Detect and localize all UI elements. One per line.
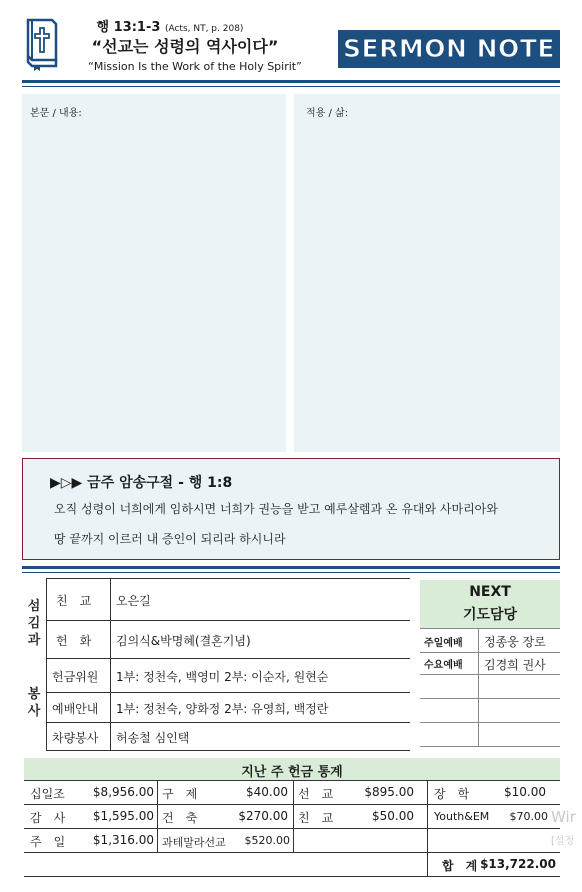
content-notes-panel[interactable] [22, 94, 286, 452]
next-prayer-name: 김경희 권사 [484, 658, 546, 672]
sermon-banner-text: SERMON NOTE [343, 34, 555, 63]
service-role: 헌 화 [56, 634, 92, 648]
section-divider [22, 566, 560, 569]
memory-verse-line: 땅 끝까지 이르러 내 증인이 되리라 하시니라 [54, 532, 286, 546]
offering-amount: $1,316.00 [92, 833, 154, 847]
service-value: 1부: 정천숙, 백영미 2부: 이순자, 원현순 [116, 670, 329, 684]
offering-stats-title: 지난 주 헌금 통계 [241, 765, 343, 780]
offering-label: 선 교 [298, 787, 334, 801]
offering-label: 구 제 [162, 787, 198, 801]
next-prayer-title: NEXT [469, 584, 511, 600]
offering-amount: $50.00 [372, 809, 414, 823]
offering-label: 주 일 [30, 835, 66, 849]
windows-activation-settings: [설정 [551, 836, 575, 847]
service-role: 차량봉사 [52, 731, 99, 745]
service-side-label: 봉 사 [27, 687, 41, 719]
service-side-label: 섬 김 과 [27, 599, 41, 648]
service-role: 친 교 [56, 594, 92, 608]
offering-amount: $10.00 [504, 785, 546, 799]
offering-amount: $270.00 [238, 809, 288, 823]
offering-label: 건 축 [162, 811, 198, 825]
offering-total-amount: $13,722.00 [480, 857, 556, 871]
scripture-reference: 행 13:1-3 (Acts, NT, p. 208) [96, 20, 244, 35]
offering-amount: $520.00 [244, 834, 290, 847]
offering-label: 장 학 [434, 787, 470, 801]
header-divider [22, 80, 560, 83]
bible-cross-icon [22, 16, 62, 72]
next-prayer-label: 주일예배 [424, 638, 463, 649]
offering-amount: $1,595.00 [92, 809, 154, 823]
section-divider-thin [22, 572, 560, 573]
memory-verse-line: 오직 성령이 너희에게 임하시면 너희가 권능을 받고 예루살렘과 온 유대와 사마리아와 [54, 502, 498, 516]
offering-label: Youth&EM [434, 810, 490, 823]
header-divider-thin [22, 86, 560, 87]
offering-amount: $70.00 [509, 810, 548, 823]
offering-amount: $40.00 [246, 785, 288, 799]
sermon-title: “선교는 성령의 역사이다” [91, 37, 279, 56]
sermon-title-english: “Mission Is the Work of the Holy Spirit” [88, 60, 302, 73]
next-prayer-name: 정종웅 장로 [484, 635, 546, 649]
offering-label: 친 교 [298, 811, 334, 825]
service-role: 헌금위원 [52, 670, 99, 684]
offering-amount: $895.00 [364, 785, 414, 799]
offering-label: 감 사 [30, 811, 66, 825]
next-prayer-subtitle: 기도담당 [462, 607, 518, 623]
offering-label: 과테말라선교 [162, 836, 226, 849]
service-role: 예배안내 [52, 702, 99, 716]
next-prayer-label: 수요예배 [424, 660, 463, 671]
content-notes-label: 본문 / 내용: [30, 108, 82, 119]
offering-total-label: 합 계 [442, 859, 478, 873]
offering-label: 십일조 [30, 787, 65, 801]
service-value: 1부: 정천숙, 양화정 2부: 유영희, 백정란 [116, 702, 329, 716]
application-notes-panel[interactable] [294, 94, 560, 452]
memory-verse-heading: ▶▷▶ 금주 암송구절 - 행 1:8 [50, 475, 233, 491]
service-value: 오은길 [116, 594, 151, 608]
windows-activation-watermark: Wir [551, 808, 576, 826]
application-notes-label: 적용 / 삶: [306, 108, 349, 119]
service-value: 김의식&박명혜(결혼기념) [116, 634, 251, 648]
service-value: 허송철 심인택 [116, 731, 190, 745]
offering-amount: $8,956.00 [92, 785, 154, 799]
